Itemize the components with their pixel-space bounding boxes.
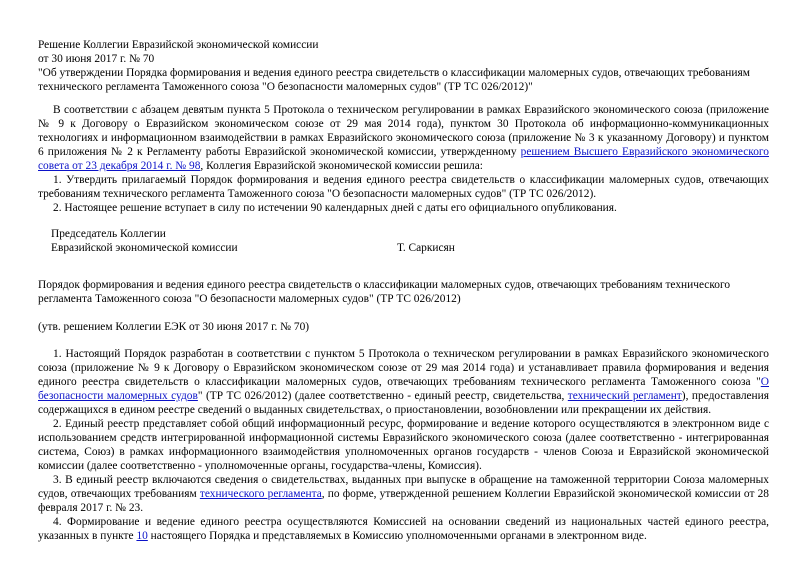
- section-1-text: 1. Настоящий Порядок разработан в соответствии с пунктом 5 Протокола о техническом регулировании в рамках Евразийского экономического союза (приложение № 9 к Договору о Евразийском экономическом союзе от 29 мая 2014 года) и устанавливает правила формирования и ведения единого реестра свидетельств о классификации маломерных судов, отвечающих требованиям технического регламента Таможенного союза ": [38, 348, 769, 388]
- section-1-text-tail: ), предоставления содержащихся в едином реестре сведений о выданных свидетельствах, о приостановлении, возобновлении или прекращении их действия.: [38, 390, 769, 416]
- signature-position-line1: Председатель Коллегии: [51, 228, 166, 240]
- section-paragraph-2: 2. Единый реестр представляет собой общий информационный ресурс, формирование и ведение которого осуществляются в электронном виде с использованием средств интегрированной информационной системы Евразийского экономического союза (далее соответственно - интегрированная система, Союз) в рамках информационного взаимодействия уполномоченных органов государств - членов Союза и Евразийской экономической комиссии (далее соответственно - уполномоченные органы, государства-члены, Комиссия).: [38, 418, 769, 472]
- signature-position-line2: Евразийской экономической комиссии: [51, 242, 238, 254]
- section-3-text: 3. В единый реестр включаются сведения о свидетельствах, выданных при выпуске в обращение на таможенной территории Союза маломерных судов, отвечающих требованиям: [38, 474, 769, 500]
- section-1-text-mid: " (ТР ТС 026/2012) (далее соответственно - единый реестр, свидетельства,: [197, 390, 568, 402]
- link-technical-regulation-2[interactable]: технического регламента: [199, 488, 322, 500]
- decision-item-1: 1. Утвердить прилагаемый Порядок формирования и ведения единого реестра свидетельств о классификации маломерных судов, отвечающих требованиям технического регламента Таможенного союза "О безопасности маломерных судов" (ТР ТС 026/2012).: [38, 174, 769, 200]
- section-paragraph-3: [38, 473, 769, 515]
- decision-item-2: 2. Настоящее решение вступает в силу по истечении 90 календарных дней с даты его официального опубликования.: [53, 202, 617, 214]
- header-line-date: от 30 июня 2017 г. № 70: [38, 53, 155, 65]
- preamble-text-tail: , Коллегия Евразийской экономической комиссии решила:: [200, 160, 483, 172]
- section-4-text-tail: настоящего Порядка и представляемых в Комиссию уполномоченными органами в электронном виде.: [147, 530, 647, 542]
- signature-position: [51, 227, 238, 255]
- annex-approved-note: (утв. решением Коллегии ЕЭК от 30 июня 2017 г. № 70): [38, 321, 310, 333]
- link-point-10[interactable]: 10: [136, 530, 148, 542]
- link-supreme-council-decision[interactable]: решением Высшего Евразийского экономического совета от 23 декабря 2014 г. № 98: [38, 146, 769, 172]
- annex-title: Порядок формирования и ведения единого реестра свидетельств о классификации маломерных судов, отвечающих требованиям технического регламента Таможенного союза "О безопасности маломерных судов" (ТР ТС 026/2012): [38, 279, 731, 305]
- section-3-text-tail: , по форме, утвержденной решением Коллегии Евразийской экономической комиссии от 28 февраля 2017 г. № 23.: [38, 488, 769, 514]
- preamble-text: В соответствии с абзацем девятым пункта 5 Протокола о техническом регулировании в рамках Евразийского экономического союза (приложение № 9 к Договору о Евразийском экономическом союзе от 29 мая 2014 года), пунктом 30 Протокола об информационно-коммуникационных технологиях и информационном взаимодействии в рамках Евразийского экономического союза (приложение № 3 к указанному Договору) и пунктом 6 приложения № 2 к Регламенту работы Евразийской экономической комиссии, утвержденному: [38, 104, 769, 158]
- link-technical-regulation[interactable]: технический регламент: [567, 390, 682, 402]
- header-line-subject: "Об утверждении Порядка формирования и ведения единого реестра свидетельств о классификации маломерных судов, отвечающих требованиям технического регламента Таможенного союза "О безопасности маломерных судов" (ТР ТС 026/2012)": [38, 67, 750, 93]
- section-paragraph-4: [38, 515, 769, 543]
- section-4-text: 4. Формирование и ведение единого реестра осуществляются Комиссией на основании сведений из национальных частей единого реестра, указанных в пункте: [38, 516, 769, 542]
- header-line-title: Решение Коллегии Евразийской экономической комиссии: [38, 39, 319, 51]
- signature-name: Т. Саркисян: [397, 242, 455, 254]
- link-small-craft-safety[interactable]: О безопасности маломерных судов: [38, 376, 769, 402]
- section-paragraph-1: [38, 347, 769, 417]
- preamble-paragraph: [38, 103, 769, 173]
- decision-header: [38, 38, 769, 94]
